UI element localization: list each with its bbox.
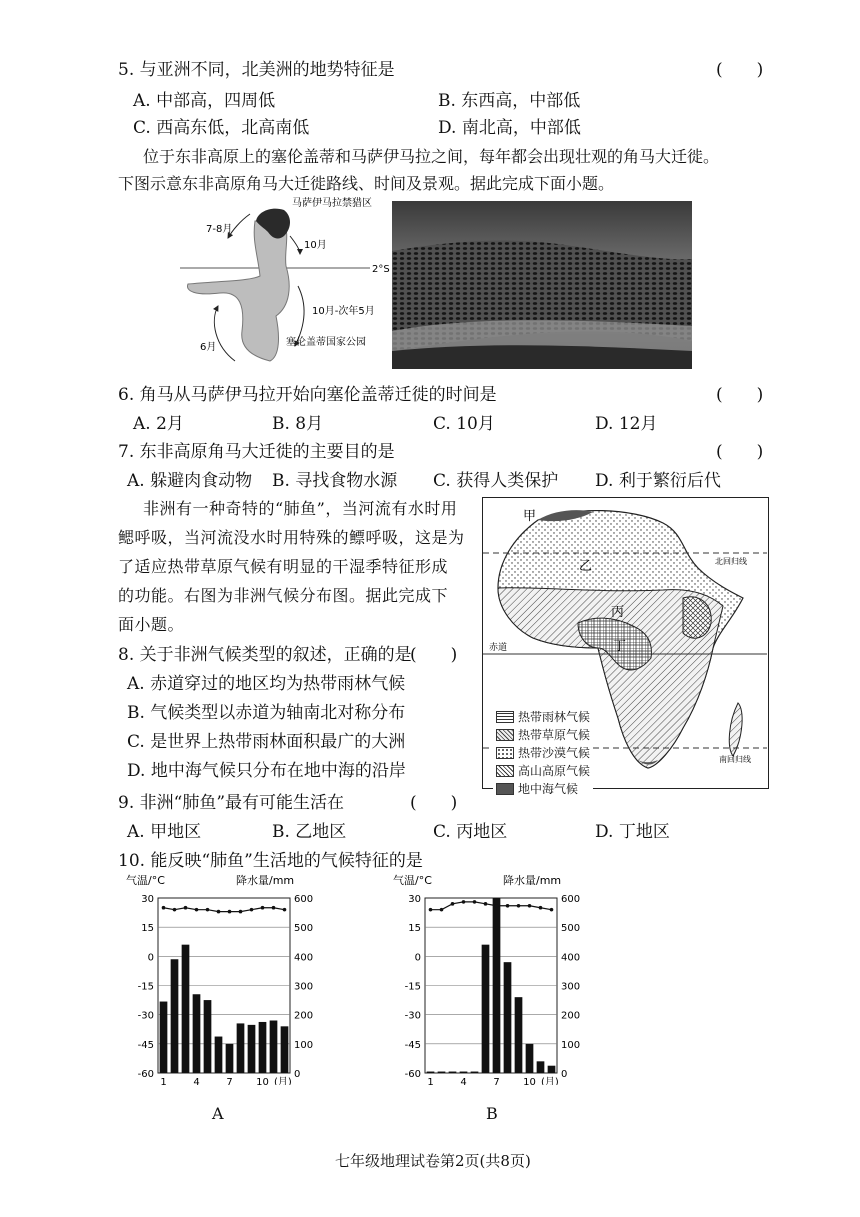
precip-bar-12: [281, 1026, 289, 1073]
temp-point-10: [528, 904, 532, 908]
left-tick-label: 30: [141, 894, 154, 905]
temp-point-7: [228, 910, 232, 914]
precip-bar-5: [204, 1000, 212, 1073]
x-axis-unit: (月): [274, 1077, 292, 1085]
precip-bar-1: [160, 1002, 168, 1073]
label-ding: 丁: [613, 639, 627, 654]
chart-b-caption: B: [486, 1104, 498, 1123]
right-tick-label: 100: [294, 1039, 314, 1051]
label-reserve: 马萨伊马拉禁猎区: [292, 198, 372, 209]
label-10: 10月: [304, 240, 327, 251]
temp-point-1: [429, 908, 433, 912]
x-tick-label: 4: [460, 1077, 467, 1085]
legend-desert: 热带沙漠气候: [496, 744, 590, 761]
left-tick-label: -30: [137, 1010, 154, 1022]
precip-bar-2: [171, 959, 179, 1073]
right-tick-label: 300: [294, 981, 314, 993]
precip-bar-1: [427, 1072, 435, 1073]
temp-point-2: [173, 908, 177, 912]
q6-option-d[interactable]: D. 12月: [595, 414, 658, 434]
chart-a-caption: A: [212, 1104, 224, 1123]
legend-highland: 高山高原气候: [496, 762, 590, 779]
left-tick-label: -60: [137, 1069, 154, 1080]
q9-answer-paren[interactable]: ( ): [410, 793, 458, 813]
q6-stem: 6. 角马从马萨伊马拉开始向塞伦盖蒂迁徙的时间是: [118, 385, 497, 405]
q7-option-d[interactable]: D. 利于繁衍后代: [595, 471, 721, 491]
q8-option-a[interactable]: A. 赤道穿过的地区均为热带雨林气候: [127, 674, 406, 694]
q7-stem: 7. 东非高原角马大迁徙的主要目的是: [118, 442, 395, 462]
q9-option-a[interactable]: A. 甲地区: [127, 822, 202, 842]
x-axis-unit: (月): [541, 1077, 559, 1085]
passage1-line1: 位于东非高原上的塞伦盖蒂和马萨伊马拉之间，每年都会出现壮观的角马大迁徙。: [143, 147, 720, 166]
q6-option-c[interactable]: C. 10月: [433, 414, 495, 434]
precip-bar-4: [460, 1072, 468, 1073]
precip-bar-2: [438, 1072, 446, 1073]
temp-point-5: [206, 908, 210, 912]
left-tick-label: 30: [408, 894, 421, 905]
x-tick-label: 4: [193, 1077, 200, 1085]
left-tick-label: -15: [404, 981, 421, 993]
q8-answer-paren[interactable]: ( ): [410, 645, 458, 665]
precip-bar-5: [471, 1072, 479, 1073]
right-tick-label: 200: [294, 1010, 314, 1022]
precip-bar-9: [248, 1025, 256, 1073]
temp-point-11: [272, 906, 276, 910]
y-right-label: 降水量/mm: [503, 874, 562, 887]
right-tick-label: 0: [294, 1069, 301, 1080]
q8-stem: 8. 关于非洲气候类型的叙述，正确的是: [118, 645, 412, 665]
temp-point-9: [517, 904, 521, 908]
right-tick-label: 500: [294, 923, 314, 935]
temp-point-9: [250, 908, 254, 912]
temp-point-2: [440, 908, 444, 912]
x-tick-label: 7: [493, 1077, 500, 1085]
precip-bar-10: [259, 1022, 267, 1073]
passage2-line4: 的功能。右图为非洲气候分布图。据此完成下: [118, 586, 449, 605]
label-capricorn: 南回归线: [719, 755, 751, 764]
y-right-label: 降水量/mm: [236, 874, 295, 887]
x-tick-label: 7: [226, 1077, 233, 1085]
climate-chart-b: [385, 870, 600, 1085]
q9-option-c[interactable]: C. 丙地区: [433, 822, 508, 842]
left-tick-label: -45: [404, 1039, 421, 1051]
temp-point-10: [261, 906, 265, 910]
passage2-line1: 非洲有一种奇特的“肺鱼”，当河流有水时用: [143, 499, 458, 518]
map-legend: [493, 705, 593, 800]
temp-point-12: [550, 908, 554, 912]
q5-stem: 5. 与亚洲不同，北美洲的地势特征是: [118, 60, 395, 80]
region-shape: [187, 221, 289, 361]
right-tick-label: 400: [294, 952, 314, 964]
x-tick-label: 1: [160, 1077, 167, 1085]
q5-option-d[interactable]: D. 南北高，中部低: [438, 118, 581, 138]
left-tick-label: -60: [404, 1069, 421, 1080]
precip-bar-8: [237, 1023, 245, 1073]
q9-option-d[interactable]: D. 丁地区: [595, 822, 670, 842]
wildebeest-migration-photo: [392, 201, 692, 369]
temp-point-3: [451, 902, 455, 906]
legend-mediterranean: 地中海气候: [496, 780, 590, 797]
x-tick-label: 10: [256, 1077, 269, 1085]
q9-option-b[interactable]: B. 乙地区: [272, 822, 347, 842]
right-tick-label: 200: [561, 1010, 581, 1022]
label-bing: 丙: [611, 605, 625, 620]
x-tick-label: 10: [523, 1077, 536, 1085]
precip-bar-12: [548, 1066, 556, 1073]
passage2-line5: 面小题。: [118, 615, 185, 634]
q9-stem: 9. 非洲“肺鱼”最有可能生活在: [118, 793, 345, 813]
page-footer: 七年级地理试卷第2页(共8页): [335, 1152, 531, 1170]
left-tick-label: -15: [137, 981, 154, 993]
right-tick-label: 0: [561, 1069, 568, 1080]
temp-point-3: [184, 906, 188, 910]
left-tick-label: 0: [414, 952, 421, 964]
precip-bar-3: [182, 945, 190, 1073]
label-10-5: 10月-次年5月: [312, 306, 375, 317]
temp-point-1: [162, 906, 166, 910]
q7-option-b[interactable]: B. 寻找食物水源: [272, 471, 398, 491]
temp-point-4: [462, 900, 466, 904]
label-2s: 2°S: [372, 264, 390, 275]
left-tick-label: 15: [408, 923, 421, 935]
y-left-label: 气温/°C: [393, 874, 432, 887]
q6-answer-paren[interactable]: ( ): [716, 385, 764, 405]
precip-bar-11: [270, 1021, 278, 1074]
right-tick-label: 300: [561, 981, 581, 993]
q5-option-c[interactable]: C. 西高东低，北高南低: [133, 118, 310, 138]
label-jia: 甲: [523, 509, 537, 524]
label-equator: 赤道: [489, 643, 508, 653]
q8-option-d[interactable]: D. 地中海气候只分布在地中海的沿岸: [127, 761, 406, 781]
precip-bar-11: [537, 1061, 545, 1073]
q5-answer-paren[interactable]: ( ): [716, 60, 764, 80]
q6-option-b[interactable]: B. 8月: [272, 414, 324, 434]
left-tick-label: 15: [141, 923, 154, 935]
q5-option-b[interactable]: B. 东西高，中部低: [438, 91, 581, 111]
right-tick-label: 500: [561, 923, 581, 935]
temp-point-8: [506, 904, 510, 908]
climate-chart-a: [118, 870, 333, 1085]
y-left-label: 气温/°C: [126, 874, 165, 887]
q7-option-a[interactable]: A. 躲避肉食动物: [127, 471, 253, 491]
temp-point-4: [195, 908, 199, 912]
legend-rainforest: 热带雨林气候: [496, 708, 590, 725]
precip-bar-7: [226, 1044, 234, 1073]
precip-bar-8: [504, 962, 512, 1073]
right-tick-label: 400: [561, 952, 581, 964]
temp-point-7: [495, 904, 499, 908]
precip-bar-7: [493, 898, 501, 1073]
precip-bar-9: [515, 997, 523, 1073]
label-cancer: 北回归线: [715, 557, 747, 566]
q10-stem: 10. 能反映“肺鱼”生活地的气候特征的是: [118, 851, 423, 871]
precip-bar-3: [449, 1072, 457, 1073]
passage2-line3: 了适应热带草原气候有明显的干湿季特征形成: [118, 557, 449, 576]
label-7-8: 7-8月: [206, 224, 233, 235]
temp-point-6: [484, 902, 488, 906]
precip-bar-4: [193, 994, 201, 1073]
temp-point-8: [239, 910, 243, 914]
q8-option-c[interactable]: C. 是世界上热带雨林面积最广的大洲: [127, 732, 406, 752]
label-yi: 乙: [579, 559, 593, 574]
x-tick-label: 1: [427, 1077, 434, 1085]
passage2-line2: 鳃呼吸，当河流没水时用特殊的鳔呼吸，这是为: [118, 528, 465, 547]
left-tick-label: 0: [147, 952, 154, 964]
precip-bar-6: [215, 1037, 223, 1073]
right-tick-label: 600: [561, 894, 581, 905]
legend-savanna: 热带草原气候: [496, 726, 590, 743]
q6-option-a[interactable]: A. 2月: [133, 414, 184, 434]
arrow-10: [290, 236, 300, 254]
left-tick-label: -45: [137, 1039, 154, 1051]
q5-option-a[interactable]: A. 中部高，四周低: [133, 91, 276, 111]
precip-bar-6: [482, 945, 490, 1073]
q8-option-b[interactable]: B. 气候类型以赤道为轴南北对称分布: [127, 703, 406, 723]
q7-option-c[interactable]: C. 获得人类保护: [433, 471, 559, 491]
migration-route-map: [180, 196, 395, 366]
temp-point-5: [473, 900, 477, 904]
temp-point-11: [539, 906, 543, 910]
right-tick-label: 100: [561, 1039, 581, 1051]
label-6: 6月: [200, 342, 217, 353]
right-tick-label: 600: [294, 894, 314, 905]
q7-answer-paren[interactable]: ( ): [716, 442, 764, 462]
precip-bar-10: [526, 1044, 534, 1073]
label-park: 塞伦盖蒂国家公园: [286, 337, 366, 348]
africa-climate-map: [482, 497, 769, 796]
arrow-6: [214, 306, 235, 361]
passage1-line2: 下图示意东非高原角马大迁徙路线、时间及景观。据此完成下面小题。: [118, 174, 615, 193]
temp-point-12: [283, 908, 287, 912]
temp-point-6: [217, 910, 221, 914]
left-tick-label: -30: [404, 1010, 421, 1022]
